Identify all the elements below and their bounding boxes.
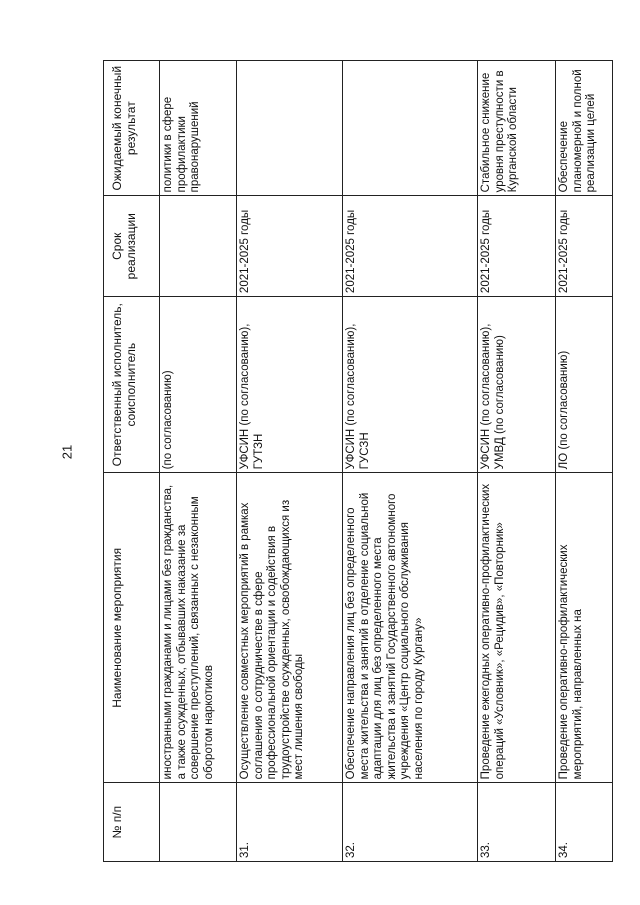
row-period: 2021-2025 годы xyxy=(343,196,478,297)
page-number: 21 xyxy=(59,444,75,460)
row-result xyxy=(343,61,478,196)
row-name: Проведение ежегодных оперативно-профилактических операций «Условник», «Рецидив», «Повторник» xyxy=(478,473,556,783)
header-executor: Ответственный исполнитель, соисполнитель xyxy=(104,297,160,473)
row-result xyxy=(237,61,343,196)
row-period: 2021-2025 годы xyxy=(478,196,556,297)
measures-table xyxy=(103,60,612,862)
row-num: 31. xyxy=(237,783,343,862)
row-executor: УФСИН (по согласованию), ГУТЗН xyxy=(237,297,343,473)
row-result: Стабильное снижение уровня преступности в Курганской области xyxy=(478,61,556,196)
row-period: 2021-2025 годы xyxy=(556,196,613,297)
row-result: Обеспечение планомерной и полной реализации целей xyxy=(556,61,613,196)
table-row xyxy=(160,61,237,862)
table-row xyxy=(556,61,613,862)
header-num: № п/п xyxy=(104,783,160,862)
table-row xyxy=(343,61,478,862)
row-num: 34. xyxy=(556,783,613,862)
row-executor: УФСИН (по согласованию), УМВД (по согласованию) xyxy=(478,297,556,473)
row-executor: ЛО (по согласованию) xyxy=(556,297,613,473)
row-num: 33. xyxy=(478,783,556,862)
row-result: политики в сфере профилактики правонарушений xyxy=(160,61,237,196)
row-executor: (по согласованию) xyxy=(160,297,237,473)
row-num: 32. xyxy=(343,783,478,862)
table-row xyxy=(237,61,343,862)
row-executor: УФСИН (по согласованию), ГУСЗН xyxy=(343,297,478,473)
row-name: Осуществление совместных мероприятий в рамках соглашения о сотрудничестве в сфере профессиональной ориентации и содействия в трудоустройстве осужденных, освобождающихся из мест лишения свободы xyxy=(237,473,343,783)
row-num xyxy=(160,783,237,862)
table-row xyxy=(478,61,556,862)
header-period: Срок реализации xyxy=(104,196,160,297)
row-name: иностранными гражданами и лицами без гражданства, а также осужденных, отбывавших наказание за совершение преступлений, связанных с незаконным оборотом наркотиков xyxy=(160,473,237,783)
row-period xyxy=(160,196,237,297)
row-name: Проведение оперативно-профилактических мероприятий, направленных на xyxy=(556,473,613,783)
row-name: Обеспечение направления лиц без определенного места жительства и занятий в отделение социальной адаптации для лиц без определенного места жительства и занятий Государственного автономного учреждения «Центр социального обслуживания населения по городу Кургану» xyxy=(343,473,478,783)
header-result: Ожидаемый конечный результат xyxy=(104,61,160,196)
table-header-row xyxy=(104,61,160,862)
row-period: 2021-2025 годы xyxy=(237,196,343,297)
header-name: Наименование мероприятия xyxy=(104,473,160,783)
